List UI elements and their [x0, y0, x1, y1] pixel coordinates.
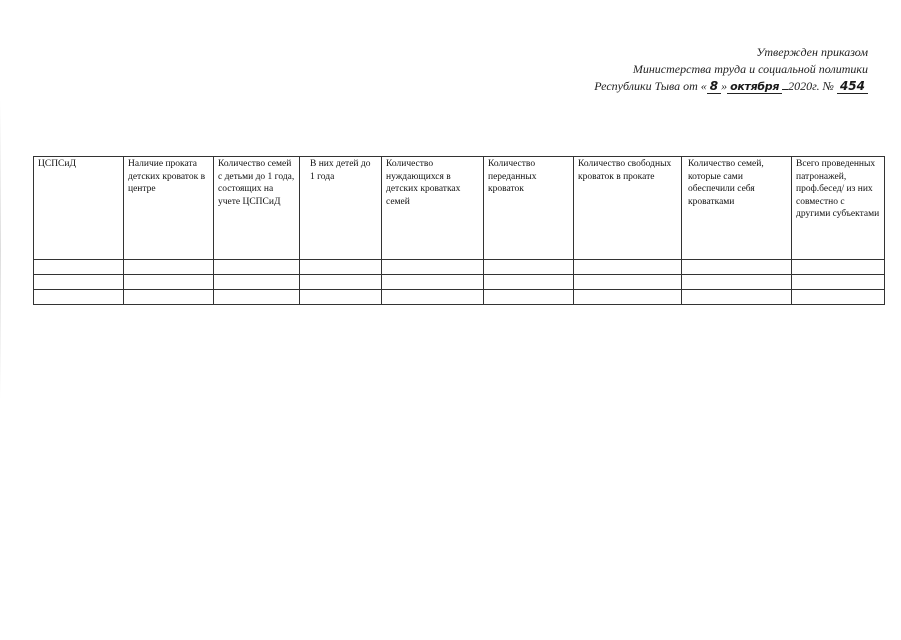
approval-line-1: Утвержден приказом	[756, 45, 868, 59]
scan-edge	[0, 100, 1, 400]
report-table	[33, 156, 885, 305]
table-cell[interactable]	[574, 275, 682, 290]
table-cell[interactable]	[124, 290, 214, 305]
header-cell: Количество нуждающихся в детских кроватках семей	[382, 157, 484, 260]
table-cell[interactable]	[382, 260, 484, 275]
approval-year: 2020г. №	[788, 79, 834, 93]
table-cell[interactable]	[682, 275, 792, 290]
header-cell: Количество свободных кроваток в прокате	[574, 157, 682, 260]
table-cell[interactable]	[34, 290, 124, 305]
table-cell[interactable]	[34, 275, 124, 290]
table-cell[interactable]	[214, 290, 300, 305]
table-cell[interactable]	[792, 290, 885, 305]
header-cell: Количество семей с детьми до 1 года, состоящих на учете ЦСПСиД	[214, 157, 300, 260]
table-row	[34, 290, 885, 305]
table-cell[interactable]	[792, 275, 885, 290]
header-cell: Всего проведенных патронажей, проф.бесед/ из них совместно с другими субъектами	[792, 157, 885, 260]
table-cell[interactable]	[682, 290, 792, 305]
table-cell[interactable]	[214, 260, 300, 275]
table-cell[interactable]	[382, 275, 484, 290]
approval-quote: »	[721, 79, 728, 93]
table-cell[interactable]	[300, 275, 382, 290]
header-cell: ЦСПСиД	[34, 157, 124, 260]
approval-stamp	[594, 44, 868, 95]
table-cell[interactable]	[300, 260, 382, 275]
table-cell[interactable]	[484, 260, 574, 275]
handwritten-day: 8	[707, 80, 721, 94]
header-cell: Количество семей, которые сами обеспечили себя кроватками	[682, 157, 792, 260]
approval-line-2: Министерства труда и социальной политики	[632, 62, 868, 76]
table-cell[interactable]	[574, 290, 682, 305]
table-cell[interactable]	[214, 275, 300, 290]
handwritten-month: октября	[727, 80, 782, 94]
table-row	[34, 260, 885, 275]
approval-line-3	[594, 78, 868, 95]
header-row	[34, 157, 885, 260]
table-cell[interactable]	[34, 260, 124, 275]
table-cell[interactable]	[382, 290, 484, 305]
table-cell[interactable]	[300, 290, 382, 305]
table-cell[interactable]	[124, 275, 214, 290]
handwritten-order-number: 454	[837, 80, 868, 94]
table-cell[interactable]	[484, 275, 574, 290]
header-cell: Количество переданных кроваток	[484, 157, 574, 260]
table-cell[interactable]	[124, 260, 214, 275]
header-cell: В них детей до 1 года	[300, 157, 382, 260]
table-row	[34, 275, 885, 290]
table-cell[interactable]	[574, 260, 682, 275]
table-cell[interactable]	[792, 260, 885, 275]
header-cell: Наличие проката детских кроваток в центре	[124, 157, 214, 260]
approval-prefix: Республики Тыва от «	[594, 79, 707, 93]
table-cell[interactable]	[682, 260, 792, 275]
table-cell[interactable]	[484, 290, 574, 305]
